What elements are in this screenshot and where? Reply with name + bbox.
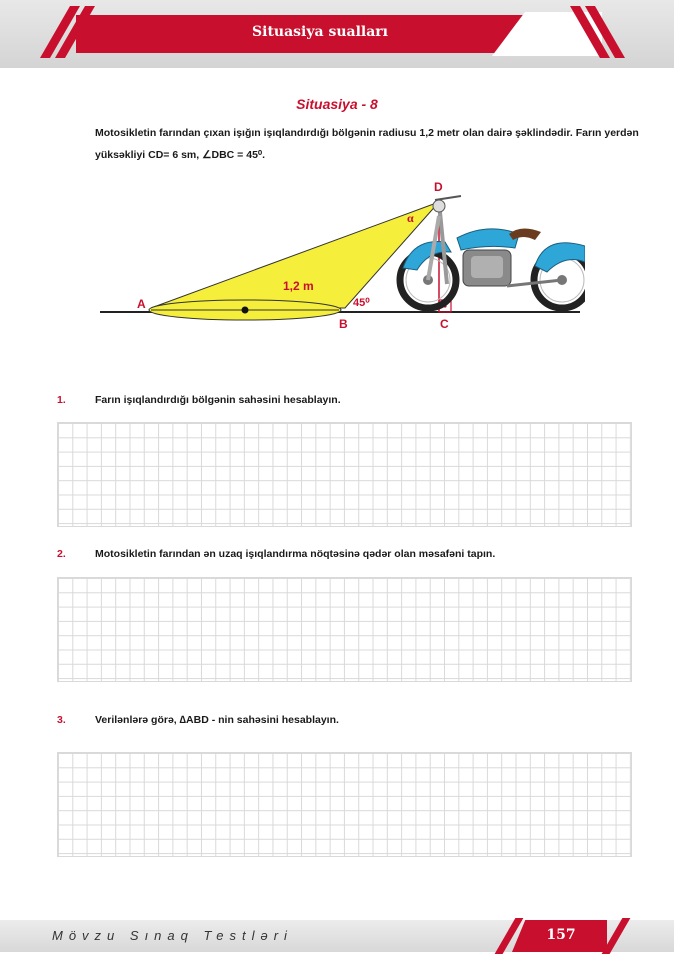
label-alpha: α bbox=[407, 211, 414, 225]
page-number: 157 bbox=[546, 927, 576, 943]
label-a: A bbox=[137, 297, 146, 311]
answer-grid-2[interactable] bbox=[57, 577, 632, 682]
answer-grid-1[interactable] bbox=[57, 422, 632, 527]
question-number: 2. bbox=[57, 548, 66, 560]
label-b: B bbox=[339, 317, 348, 331]
label-d: D bbox=[434, 180, 443, 194]
radius-label: 1,2 m bbox=[283, 279, 314, 293]
label-c: C bbox=[440, 317, 449, 331]
question-1 bbox=[57, 394, 341, 406]
question-text: Farın işıqlandırdığı bölgənin sahəsini hesablayın. bbox=[95, 394, 341, 406]
question-text: Motosikletin farından ən uzaq işıqlandırma nöqtəsinə qədər olan məsafəni tapın. bbox=[95, 548, 496, 560]
angle-label: 45⁰ bbox=[353, 297, 370, 309]
footer-series: Mövzu Sınaq Testləri bbox=[52, 928, 293, 943]
situation-text-line: Motosikletin farından çıxan işığın işıqlandırdığı bölgənin radiusu 1,2 metr olan dairə şəklindədir. Farın yerdən bbox=[95, 127, 639, 139]
situation-text-line: yüksəkliyi CD= 6 sm, ∠DBC = 45⁰. bbox=[95, 149, 266, 161]
answer-grid-3[interactable] bbox=[57, 752, 632, 857]
question-number: 3. bbox=[57, 714, 66, 726]
situation-title: Situasiya - 8 bbox=[296, 96, 378, 112]
situation-text bbox=[95, 122, 640, 166]
question-number: 1. bbox=[57, 394, 66, 406]
center-point bbox=[242, 307, 249, 314]
question-text: Verilənlərə görə, ∆ABD - nin sahəsini hesablayın. bbox=[95, 714, 339, 726]
header-title: Situasiya sualları bbox=[252, 24, 388, 40]
question-2 bbox=[57, 548, 495, 560]
question-3 bbox=[57, 714, 339, 726]
motorcycle-light-figure bbox=[95, 176, 585, 336]
